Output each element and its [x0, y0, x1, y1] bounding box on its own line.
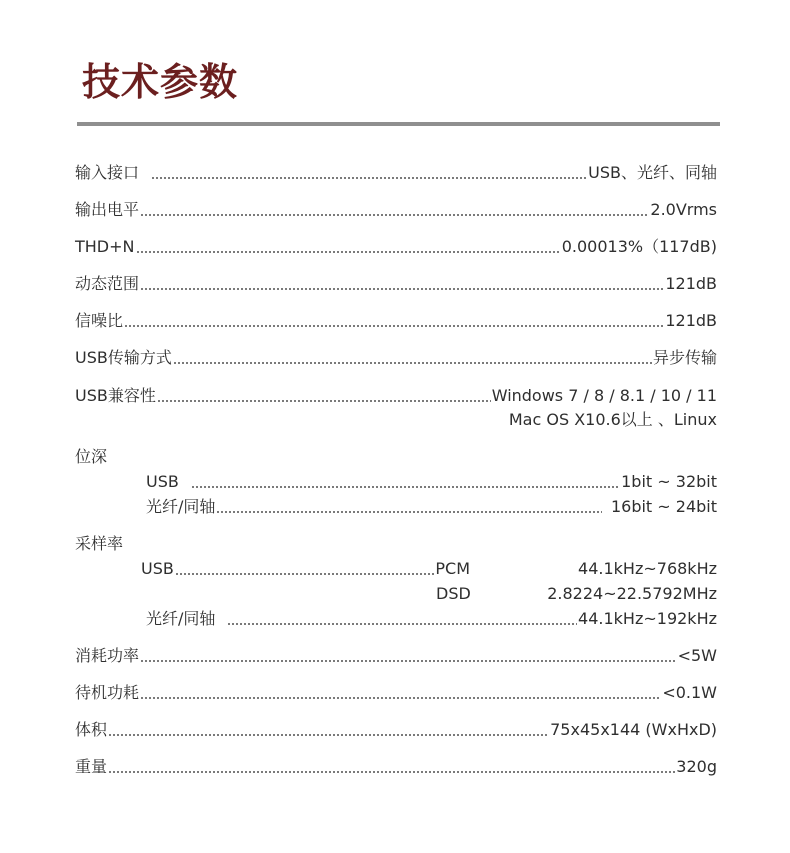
spec-label: USB传输方式	[75, 348, 172, 367]
spec-value: USB、光纤、同轴	[588, 163, 717, 182]
spec-label: 重量	[75, 757, 108, 776]
spec-label: 动态范围	[75, 274, 140, 293]
spec-value: 75x45x144 (WxHxD)	[550, 720, 717, 739]
spec-value: 44.1kHz~192kHz	[578, 609, 717, 628]
spec-row-power-consumption	[75, 644, 717, 668]
dot-leader	[108, 734, 549, 736]
spec-row-thd-n	[75, 235, 717, 259]
title-divider	[77, 122, 720, 126]
spec-row-sample-rate-optical-coax	[146, 607, 717, 631]
spec-label: 信噪比	[75, 311, 124, 330]
spec-row-dimensions	[75, 718, 717, 742]
dot-leader	[140, 697, 661, 699]
spec-label: 消耗功率	[75, 646, 140, 665]
spec-row-weight	[75, 755, 717, 779]
dot-leader	[173, 362, 652, 364]
spec-sub-label: DSD	[436, 584, 471, 603]
spec-sub-label: PCM	[435, 559, 470, 578]
spec-label: USB兼容性	[75, 386, 156, 405]
spec-label: 输入接口	[75, 163, 140, 182]
spec-label: 光纤/同轴	[146, 497, 216, 516]
spec-row-usb-compat	[75, 384, 717, 408]
spec-row-output-level	[75, 198, 717, 222]
spec-value: Windows 7 / 8 / 8.1 / 10 / 11	[491, 386, 717, 405]
spec-label: 待机功耗	[75, 683, 140, 702]
spec-label: THD+N	[75, 237, 135, 256]
dot-leader	[108, 771, 675, 773]
dot-leader	[136, 251, 561, 253]
spec-row-snr	[75, 309, 717, 333]
spec-row-sample-rate-usb	[141, 557, 470, 581]
spec-row-bit-depth-usb	[146, 470, 717, 494]
spec-label: USB	[141, 559, 174, 578]
dot-leader	[124, 325, 664, 327]
spec-value: 121dB	[665, 311, 717, 330]
dot-leader	[227, 623, 577, 625]
dot-leader	[140, 288, 664, 290]
spec-value: 0.00013%（117dB)	[561, 237, 717, 256]
spec-value: 2.8224~22.5792MHz	[547, 584, 717, 603]
section-bit-depth: 位深	[75, 447, 108, 466]
spec-row-input-interface	[75, 161, 717, 185]
section-sample-rate: 采样率	[75, 534, 124, 553]
spec-value: 320g	[676, 757, 717, 776]
dot-leader	[175, 573, 435, 575]
spec-row-dynamic-range	[75, 272, 717, 296]
spec-label: 输出电平	[75, 200, 140, 219]
dot-leader	[151, 177, 587, 179]
spec-value-line2: Mac OS X10.6以上 、Linux	[508, 410, 717, 429]
spec-value: <5W	[677, 646, 717, 665]
spec-label: 体积	[75, 720, 108, 739]
spec-value: 1bit ~ 32bit	[621, 472, 717, 491]
spec-value: 44.1kHz~768kHz	[578, 559, 717, 578]
spec-row-bit-depth-optical-coax	[146, 495, 717, 519]
spec-value: 16bit ~ 24bit	[610, 497, 717, 516]
dot-leader	[140, 660, 677, 662]
spec-row-standby-power	[75, 681, 717, 705]
dot-leader	[216, 511, 602, 513]
spec-row-usb-transfer	[75, 346, 717, 370]
spec-value: 121dB	[665, 274, 717, 293]
page-title: 技术参数	[82, 60, 239, 104]
spec-label: USB	[146, 472, 179, 491]
dot-leader	[191, 486, 620, 488]
spec-value: 2.0Vrms	[650, 200, 717, 219]
spec-value: 异步传输	[652, 348, 717, 367]
dot-leader	[157, 400, 491, 402]
spec-value: <0.1W	[662, 683, 717, 702]
dot-leader	[140, 214, 649, 216]
spec-label: 光纤/同轴	[146, 609, 216, 628]
